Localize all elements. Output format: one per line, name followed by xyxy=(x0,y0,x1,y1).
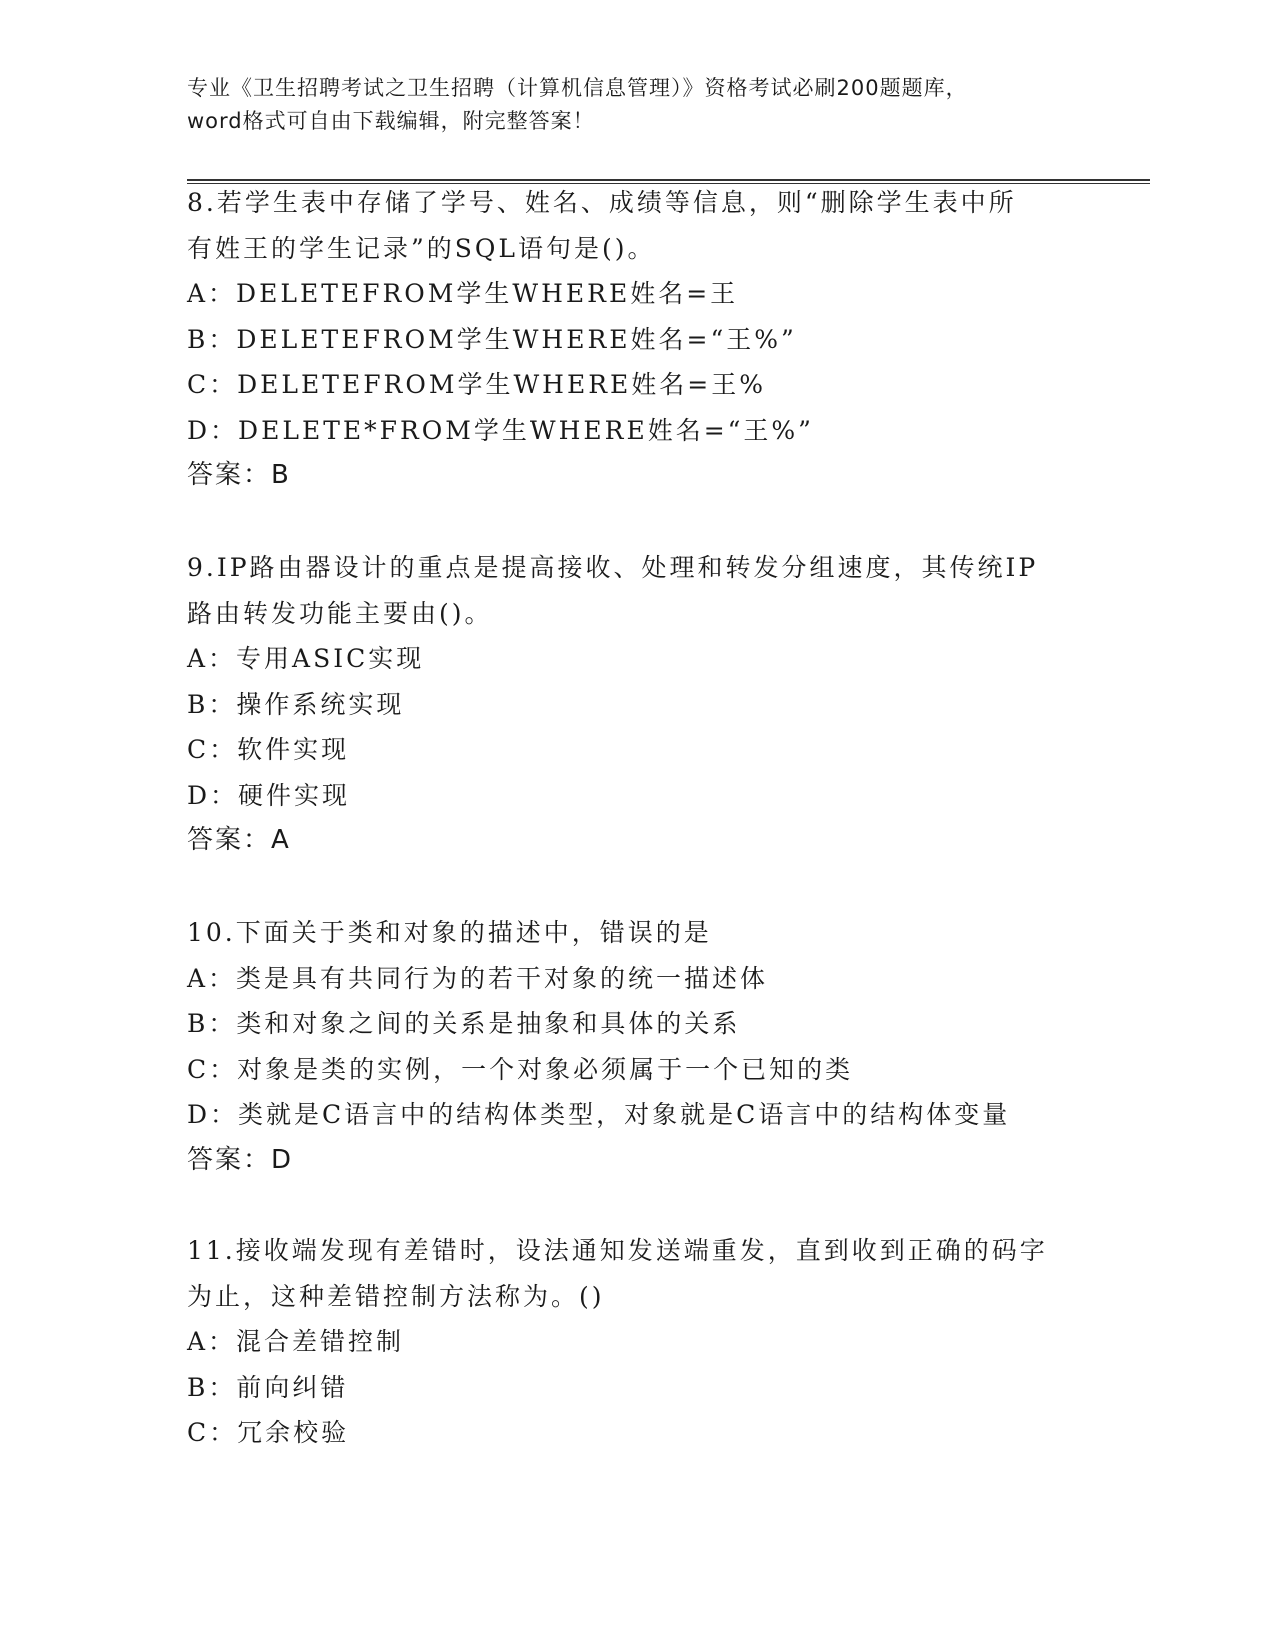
option-c: C：DELETEFROM学生WHERE姓名=王% xyxy=(187,370,766,399)
question-11 xyxy=(187,1228,1087,1456)
option-a: A：类是具有共同行为的若干对象的统一描述体 xyxy=(187,963,769,993)
option-b: B：操作系统实现 xyxy=(187,689,405,719)
answer: 答案：A xyxy=(187,825,291,855)
option-a: A：专用ASIC实现 xyxy=(187,644,425,673)
answer: 答案：B xyxy=(187,460,291,490)
question-10 xyxy=(187,910,1087,1183)
question-stem: 9.IP路由器设计的重点是提高接收、处理和转发分组速度，其传统IP xyxy=(187,553,1039,582)
option-b: B：类和对象之间的关系是抽象和具体的关系 xyxy=(187,1009,741,1038)
option-d: D：DELETE*FROM学生WHERE姓名=“王%” xyxy=(187,415,814,445)
question-stem: 11.接收端发现有差错时，设法通知发送端重发，直到收到正确的码字 xyxy=(187,1236,1048,1265)
document-header xyxy=(187,72,1087,138)
option-d: D：硬件实现 xyxy=(187,780,351,810)
option-c: C：对象是类的实例，一个对象必须属于一个已知的类 xyxy=(187,1054,854,1084)
question-8 xyxy=(187,180,1087,499)
question-stem: 路由转发功能主要由()。 xyxy=(187,598,493,628)
option-a: A：混合差错控制 xyxy=(187,1327,405,1356)
option-b: B：DELETEFROM学生WHERE姓名=“王%” xyxy=(187,324,797,354)
answer: 答案：D xyxy=(187,1144,294,1175)
option-c: C：软件实现 xyxy=(187,735,350,764)
option-d: D：类就是C语言中的结构体类型，对象就是C语言中的结构体变量 xyxy=(187,1100,1011,1129)
question-stem: 为止，这种差错控制方法称为。() xyxy=(187,1281,605,1311)
header-line-1: 专业《卫生招聘考试之卫生招聘（计算机信息管理）》资格考试必刷200题题库， xyxy=(187,76,968,100)
option-c: C：冗余校验 xyxy=(187,1418,350,1447)
header-line-2: word格式可自由下载编辑，附完整答案！ xyxy=(187,109,595,133)
option-b: B：前向纠错 xyxy=(187,1372,349,1402)
option-a: A：DELETEFROM学生WHERE姓名=王 xyxy=(187,279,739,308)
question-stem: 10.下面关于类和对象的描述中，错误的是 xyxy=(187,918,712,947)
question-9 xyxy=(187,545,1087,864)
question-stem: 有姓王的学生记录”的SQL语句是()。 xyxy=(187,233,656,263)
question-stem: 8.若学生表中存储了学号、姓名、成绩等信息，则“删除学生表中所 xyxy=(187,188,1017,217)
